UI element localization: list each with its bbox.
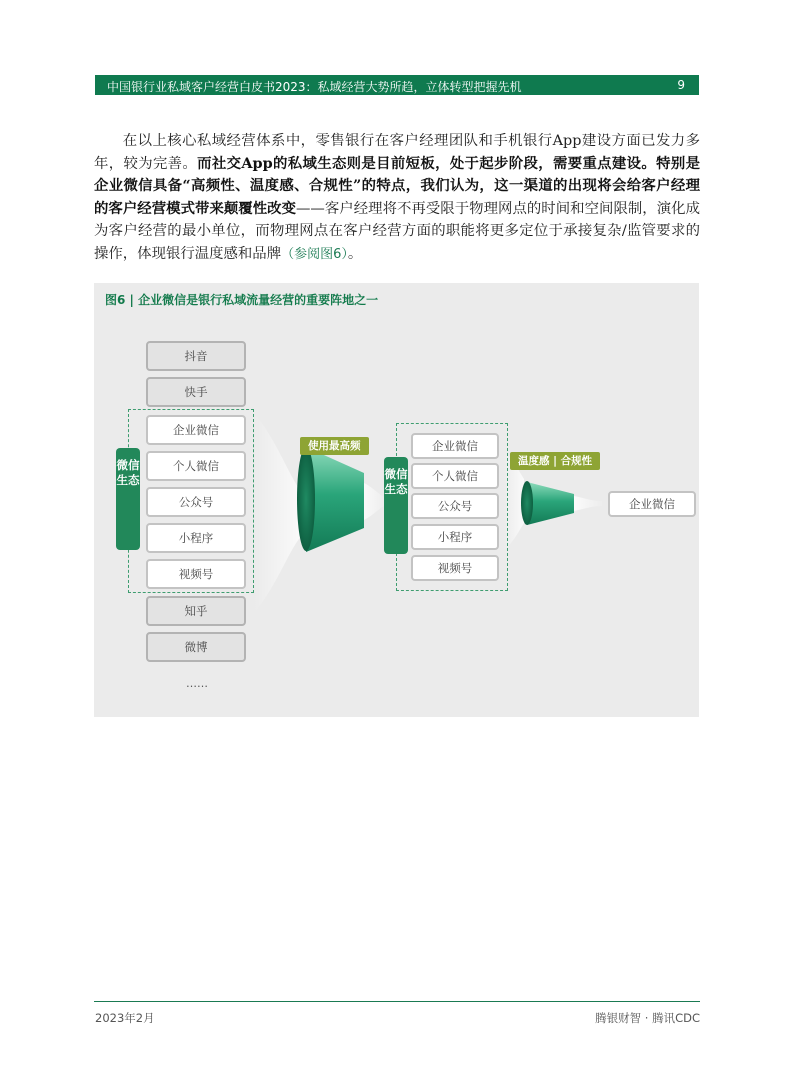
left-item-enterprise-wechat: 企业微信 bbox=[146, 415, 246, 445]
paragraph-bold-emphasis: 而社交App的私域生态则是目前短板，处于起步阶段，需要重点建设。特别是企业微信具备“高频性、温度感、合规性”的特点，我们认为，这一渠道的出现将会给客户经理的客户经营模式带来颠覆性改变 bbox=[94, 154, 700, 217]
paragraph-sentence-3: ——客户经理将不再受限于物理网点的时间和空间限制，演化成为客户经营的最小单位，而物理网点在客户经营方面的职能将更多定位于承接复杂/监管要求的操作，体现银行温度感和品牌 bbox=[94, 200, 700, 262]
left-item-official-account: 公众号 bbox=[146, 487, 246, 517]
platform-kuaishou: 快手 bbox=[146, 377, 246, 407]
figure-6 bbox=[94, 283, 699, 717]
wechat-ecosystem-label-middle: 微信生态 bbox=[384, 457, 408, 554]
platform-zhihu: 知乎 bbox=[146, 596, 246, 626]
figure-reference-link[interactable]: （参阅图6） bbox=[281, 246, 348, 262]
left-item-mini-program: 小程序 bbox=[146, 523, 246, 553]
platform-douyin: 抖音 bbox=[146, 341, 246, 371]
left-item-channels: 视频号 bbox=[146, 559, 246, 589]
page-number: 9 bbox=[677, 78, 685, 92]
footer-brand: 腾银财智 · 腾讯CDC bbox=[595, 1011, 700, 1025]
more-platforms-ellipsis: …… bbox=[186, 677, 208, 690]
badge-highest-frequency: 使用最高频 bbox=[300, 437, 369, 455]
mid-item-enterprise-wechat: 企业微信 bbox=[411, 433, 499, 459]
platform-weibo: 微博 bbox=[146, 632, 246, 662]
left-item-personal-wechat: 个人微信 bbox=[146, 451, 246, 481]
footer-divider bbox=[94, 1001, 700, 1002]
paragraph-end: 。 bbox=[347, 245, 363, 262]
document-title: 中国银行业私域客户经营白皮书2023：私域经营大势所趋，立体转型把握先机 bbox=[107, 80, 522, 94]
footer-date: 2023年2月 bbox=[95, 1011, 155, 1025]
body-paragraph bbox=[94, 130, 700, 267]
header-bar bbox=[95, 75, 699, 95]
paragraph-sentence-1: 在以上核心私域经营体系中，零售银行在客户经理团队和手机银行App建设方面已发力多年，较为完善。 bbox=[94, 133, 700, 172]
mid-item-mini-program: 小程序 bbox=[411, 524, 499, 550]
mid-item-channels: 视频号 bbox=[411, 555, 499, 581]
funnel-2-mouth bbox=[521, 481, 533, 525]
funnel-2 bbox=[527, 482, 574, 525]
mid-item-personal-wechat: 个人微信 bbox=[411, 463, 499, 489]
figure-title: 图6 | 企业微信是银行私域流量经营的重要阵地之一 bbox=[105, 293, 379, 307]
badge-warmth-compliance: 温度感 | 合规性 bbox=[510, 452, 600, 470]
result-enterprise-wechat: 企业微信 bbox=[608, 491, 696, 517]
wechat-ecosystem-label-left: 微信生态 bbox=[116, 448, 140, 550]
mid-item-official-account: 公众号 bbox=[411, 493, 499, 519]
funnel-1-mouth bbox=[297, 447, 315, 551]
